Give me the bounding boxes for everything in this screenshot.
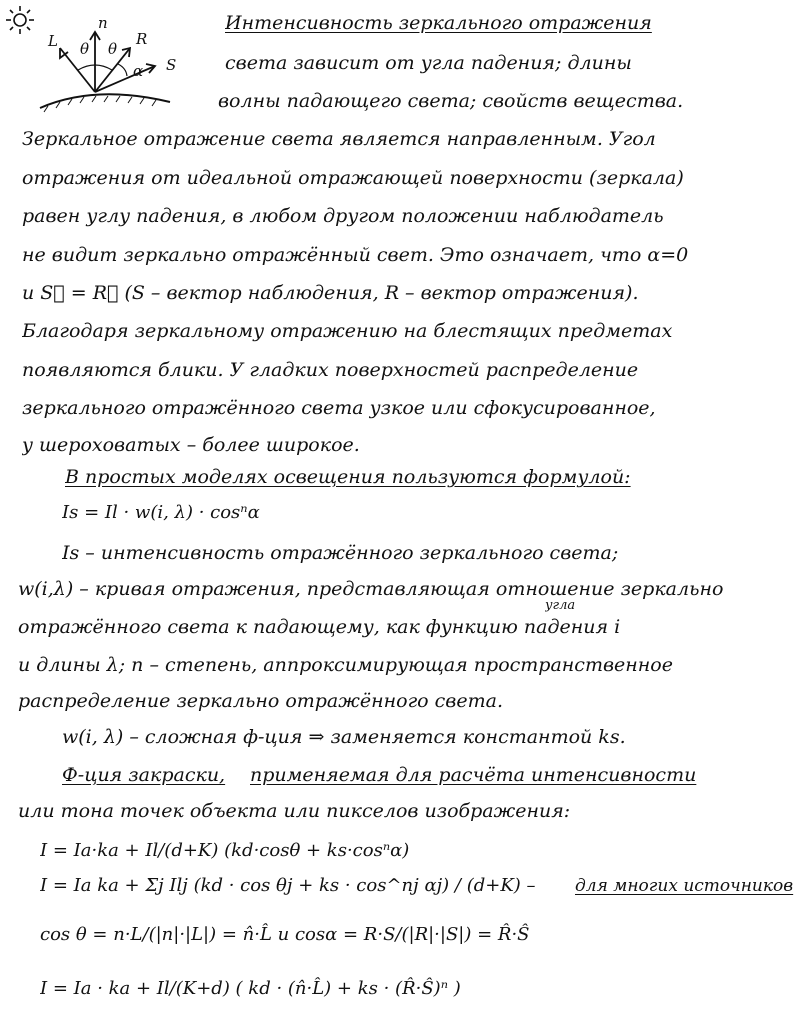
- text-line: применяемая для расчёта интенсивности: [250, 764, 697, 786]
- formula-line: I = Ia·ka + Il/(d+K) (kd·cosθ + ks·cosⁿα): [40, 840, 410, 861]
- formula-line: I = Ia ka + Σj Ilj (kd · cos θj + ks · cos^nj αj) / (d+K) –: [40, 875, 536, 896]
- formula-line: cos θ = n·L/(|n|·|L|) = n̂·L̂ и cosα = R·S/(|R|·|S|) = R̂·Ŝ: [40, 924, 530, 945]
- label-l: L: [48, 32, 58, 50]
- annotation-text: угла: [545, 598, 576, 613]
- text-line: отражённого света к падающему, как функцию падения i: [18, 616, 621, 638]
- text-line: равен углу падения, в любом другом положении наблюдатель: [22, 205, 664, 227]
- light-source-icon: [6, 6, 34, 34]
- text-line: и длины λ; n – степень, аппроксимирующая пространственное: [18, 654, 673, 676]
- reflection-diagram: [0, 0, 200, 115]
- formula-line: Is = Il · w(i, λ) · cosⁿα: [62, 502, 260, 523]
- label-r: R: [136, 30, 148, 48]
- label-theta-1: θ: [80, 40, 90, 58]
- text-line: у шероховатых – более широкое.: [22, 434, 360, 456]
- text-line: света зависит от угла падения; длины: [225, 52, 632, 74]
- label-theta-2: θ: [108, 40, 118, 58]
- text-line: появляются блики. У гладких поверхностей распределение: [22, 359, 639, 381]
- text-line: Зеркальное отражение света является направленным. Угол: [22, 128, 656, 150]
- label-s: S: [166, 56, 177, 74]
- text-line: распределение зеркально отражённого света.: [18, 690, 503, 712]
- text-line: волны падающего света; свойств вещества.: [218, 90, 684, 112]
- text-line: отражения от идеальной отражающей поверхности (зеркала): [22, 167, 684, 189]
- text-line: Is – интенсивность отражённого зеркального света;: [62, 542, 619, 564]
- text-line: не видит зеркально отражённый свет. Это означает, что α=0: [22, 244, 689, 266]
- label-alpha: α: [133, 62, 144, 80]
- label-n: n: [98, 14, 108, 32]
- text-line: или тона точек объекта или пикселов изображения:: [18, 800, 571, 822]
- text-line: Ф-ция закраски,: [62, 764, 226, 786]
- text-line: Благодаря зеркальному отражению на блестящих предметах: [22, 320, 673, 342]
- text-line: w(i, λ) – сложная ф-ция ⇒ заменяется константой ks.: [62, 726, 626, 748]
- text-line: и S⃗ = R⃗ (S – вектор наблюдения, R – вектор отражения).: [22, 282, 639, 304]
- text-line: для многих источников: [575, 876, 794, 896]
- text-line: w(i,λ) – кривая отражения, представляющая отношение зеркально: [18, 578, 724, 600]
- formula-line: I = Ia · ka + Il/(K+d) ( kd · (n̂·L̂) + ks · (R̂·Ŝ)ⁿ ): [40, 978, 461, 999]
- title-line: Интенсивность зеркального отражения: [225, 12, 652, 34]
- text-line: зеркального отражённого света узкое или сфокусированное,: [22, 397, 656, 419]
- text-line: В простых моделях освещения пользуются формулой:: [65, 466, 631, 488]
